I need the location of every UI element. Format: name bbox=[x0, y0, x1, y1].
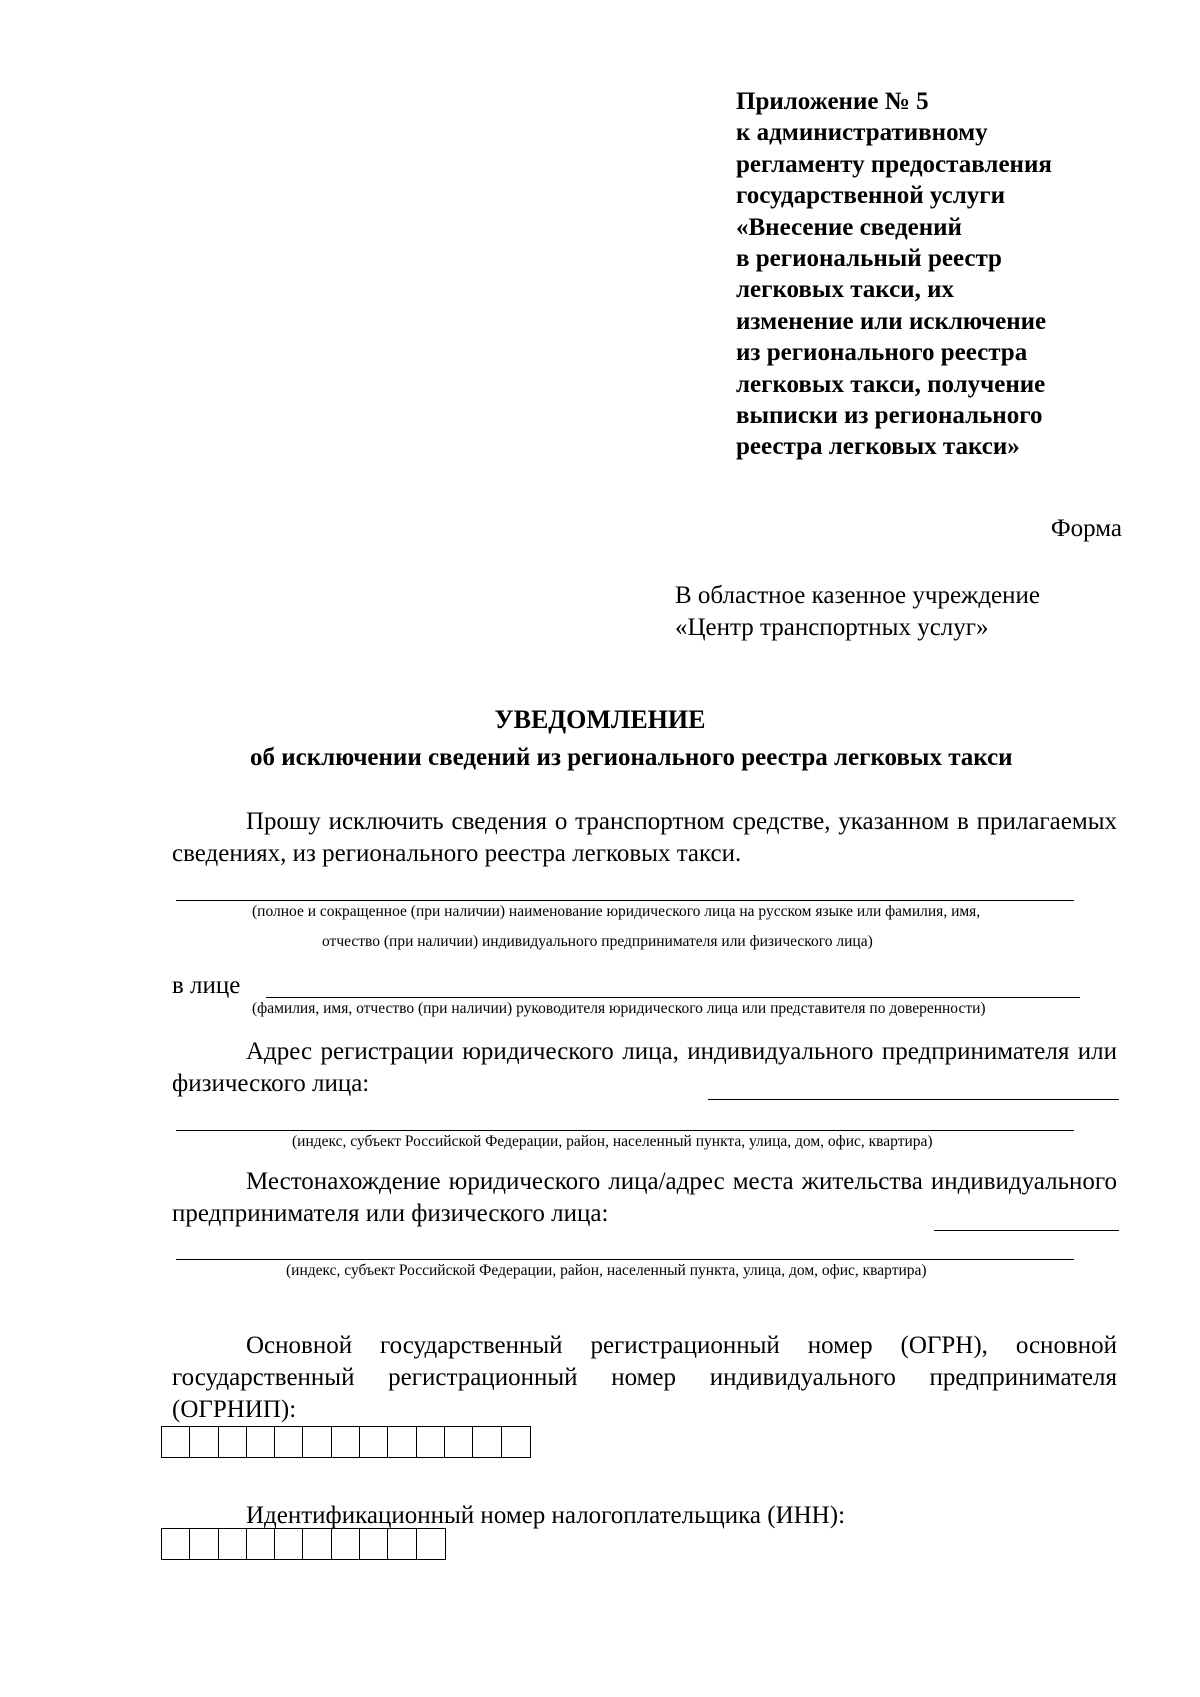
registration-address-paragraph: Адрес регистрации юридического лица, индивидуального предпринимателя или физического лица: bbox=[172, 1038, 1117, 1097]
ogrn-digit-cell[interactable] bbox=[332, 1427, 360, 1457]
applicant-caption: отчество (при наличии) индивидуального предпринимателя или физического лица) bbox=[322, 933, 873, 950]
appendix-header-line: легковых такси, их bbox=[736, 276, 954, 304]
applicant-name-field[interactable] bbox=[176, 900, 1074, 901]
ogrn-digit-cell[interactable] bbox=[219, 1427, 247, 1457]
location-address-field-2[interactable] bbox=[176, 1259, 1074, 1260]
inn-digit-cell[interactable] bbox=[332, 1529, 360, 1559]
location-address-caption: (индекс, субъект Российской Федерации, район, населенный пункта, улица, дом, офис, квартира) bbox=[286, 1262, 927, 1279]
inn-digit-cell[interactable] bbox=[162, 1529, 190, 1559]
document-subtitle: об исключении сведений из регионального реестра легковых такси bbox=[250, 744, 1013, 771]
ogrn-digit-cell[interactable] bbox=[502, 1427, 530, 1457]
appendix-header-line: легковых такси, получение bbox=[736, 370, 1046, 398]
inn-digit-cell[interactable] bbox=[360, 1529, 388, 1559]
location-address-paragraph: Местонахождение юридического лица/адрес места жительства индивидуального предпринимателя или физического лица: bbox=[172, 1168, 1117, 1227]
appendix-header-line: регламенту предоставления bbox=[736, 150, 1052, 178]
ogrn-cells[interactable] bbox=[161, 1426, 531, 1458]
addressee-line: «Центр транспортных услуг» bbox=[675, 614, 989, 641]
registration-address-field[interactable] bbox=[708, 1099, 1119, 1100]
inn-paragraph: Идентификационный номер налогоплательщика (ИНН): bbox=[246, 1502, 846, 1529]
ogrn-digit-cell[interactable] bbox=[473, 1427, 501, 1457]
inn-digit-cell[interactable] bbox=[417, 1529, 445, 1559]
form-label: Форма bbox=[1050, 515, 1122, 542]
inn-cells[interactable] bbox=[161, 1528, 446, 1560]
ogrn-digit-cell[interactable] bbox=[445, 1427, 473, 1457]
ogrn-digit-cell[interactable] bbox=[417, 1427, 445, 1457]
appendix-header-line: в региональный реестр bbox=[736, 245, 1002, 273]
inn-digit-cell[interactable] bbox=[190, 1529, 218, 1559]
ogrn-digit-cell[interactable] bbox=[275, 1427, 303, 1457]
request-paragraph: Прошу исключить сведения о транспортном средстве, указанном в прилагаемых сведениях, из регионального реестра легковых такси. bbox=[172, 808, 1117, 867]
appendix-header-line: изменение или исключение bbox=[736, 307, 1047, 335]
ogrn-paragraph: Основной государственный регистрационный номер (ОГРН), основной государственный регистрационный номер индивидуального предпринимателя (ОГРНИП): bbox=[172, 1332, 1117, 1423]
inn-digit-cell[interactable] bbox=[275, 1529, 303, 1559]
appendix-header bbox=[736, 86, 1176, 463]
addressee bbox=[675, 580, 1040, 644]
representative-caption: (фамилия, имя, отчество (при наличии) руководителя юридического лица или представителя по доверенности) bbox=[252, 1000, 986, 1017]
inn-digit-cell[interactable] bbox=[303, 1529, 331, 1559]
representative-label: в лице bbox=[172, 972, 241, 999]
ogrn-digit-cell[interactable] bbox=[162, 1427, 190, 1457]
inn-digit-cell[interactable] bbox=[247, 1529, 275, 1559]
appendix-header-line: к административному bbox=[736, 119, 988, 147]
appendix-header-line: государственной услуги bbox=[736, 182, 1006, 210]
ogrn-digit-cell[interactable] bbox=[190, 1427, 218, 1457]
representative-field[interactable] bbox=[266, 997, 1080, 998]
location-address-field[interactable] bbox=[934, 1230, 1119, 1231]
document-title: УВЕДОМЛЕНИЕ bbox=[494, 705, 706, 734]
ogrn-digit-cell[interactable] bbox=[360, 1427, 388, 1457]
registration-address-caption: (индекс, субъект Российской Федерации, район, населенный пункта, улица, дом, офис, квартира) bbox=[292, 1133, 933, 1150]
appendix-header-line: Приложение № 5 bbox=[736, 88, 929, 115]
appendix-header-line: выписки из регионального bbox=[736, 402, 1043, 430]
ogrn-digit-cell[interactable] bbox=[247, 1427, 275, 1457]
ogrn-digit-cell[interactable] bbox=[303, 1427, 331, 1457]
inn-digit-cell[interactable] bbox=[388, 1529, 416, 1559]
appendix-header-line: «Внесение сведений bbox=[736, 213, 962, 241]
registration-address-field-2[interactable] bbox=[176, 1130, 1074, 1131]
addressee-line: В областное казенное учреждение bbox=[675, 582, 1041, 609]
inn-digit-cell[interactable] bbox=[219, 1529, 247, 1559]
applicant-caption: (полное и сокращенное (при наличии) наименование юридического лица на русском языке или фамилия, имя, bbox=[252, 903, 981, 920]
appendix-header-line: реестра легковых такси» bbox=[736, 433, 1020, 461]
ogrn-digit-cell[interactable] bbox=[388, 1427, 416, 1457]
appendix-header-line: из регионального реестра bbox=[736, 339, 1028, 367]
